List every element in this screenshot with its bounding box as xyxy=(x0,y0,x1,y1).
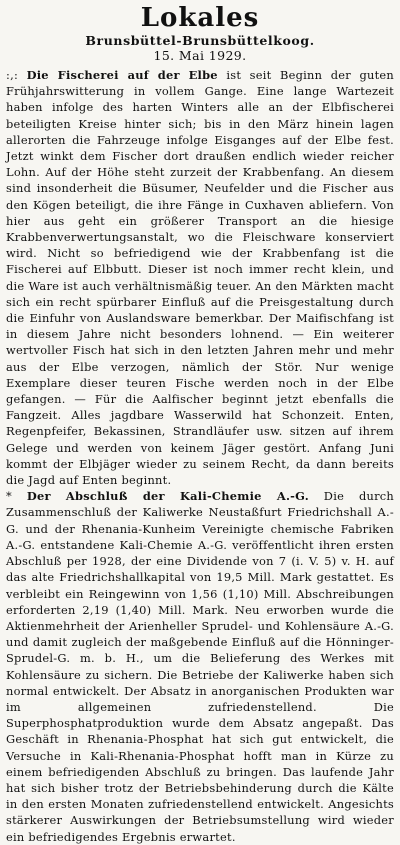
dateline-date: 15. Mai 1929. xyxy=(153,48,247,63)
article-fishery xyxy=(6,67,394,488)
dateline-place: Brunsbüttel-Brunsbüttelkoog. xyxy=(85,33,315,48)
article-rubric: Die Fischerei auf der Elbe xyxy=(26,68,218,82)
lead-mark: :,: xyxy=(6,68,19,82)
article-text: ist seit Beginn der guten Frühjahrswitterung in vollem Gange. Eine lange Wartezeit haben infolge des harten Winters alle an der Elbfischerei beteiligten Kreise hinter sich; bis in den März hinein lagen allerorten die Fahrzeuge infolge Eisganges auf der Elbe fest. Jetzt winkt dem Fischer dort draußen endlich wieder reicher Lohn. Auf der Höhe steht zurzeit der Krabbenfang. An diesem sind insonderheit die Büsumer, Neufelder und die Fischer aus den Kögen beteiligt, die ihre Fänge in Cuxhaven abliefern. Von hier aus geht ein größerer Transport an die hiesige Krabbenverwertungsanstalt, wo die Fleischware konserviert wird. Nicht so befriedigend wie der Krabbenfang ist die Fischerei auf Elbbutt. Dieser ist noch immer recht klein, und die Ware ist auch verhältnismäßig teuer. An den Märkten macht sich ein recht spürbarer Einfluß auf die Preisgestaltung durch die Einfuhr von Auslandsware bemerkbar. Der Maifischfang ist in diesem Jahre nicht besonders lohnend. — Ein weiterer wertvoller Fisch hat sich in den letzten Jahren mehr und mehr aus der Elbe verzogen, nämlich der Stör. Nur wenige Exemplare dieser teuren Fische werden noch in der Elbe gefangen. — Für die Aalfischer beginnt jetzt ebenfalls die Fangzeit. Alles jagdbare Wasserwild hat Schonzeit. Enten, Regenpfeifer, Bekassinen, Strandläufer usw. sitzen auf ihrem Gelege und werden von keinem Jäger gestört. Anfang Juni kommt der Elbjäger wieder zu seinem Recht, da dann bereits die Jagd auf Enten beginnt. xyxy=(6,68,394,488)
article-kali-chemie xyxy=(6,488,394,844)
section-title: Lokales xyxy=(140,3,260,33)
article-body xyxy=(6,67,394,845)
article-rubric: Der Abschluß der Kali-Chemie A.-G. xyxy=(26,489,309,504)
lead-mark: * xyxy=(6,489,12,504)
article-text: Die durch Zusammenschluß der Kaliwerke Neustaßfurt Friedrichshall A.-G. und der Rhenania-Kunheim Vereinigte chemische Fabriken A.-G. entstandene Kali-Chemie A.-G. veröffentlicht ihren ersten Abschluß per 1928, der eine Dividende von 7 (i. V. 5) v. H. auf das alte Friedrichshallkapital von 19,5 Mill. Mark gestattet. Es verbleibt ein Reingewinn von 1,56 (1,10) Mill. Abschreibungen erforderten 2,19 (1,40) Mill. Mark. Neu erworben wurde die Aktienmehrheit der Arienheller Sprudel- und Kohlensäure A.-G. und damit zugleich der maßgebende Einfluß auf die Hönninger-Sprudel-G. m. b. H., um die Belieferung des Werkes mit Kohlensäure zu sichern. Die Betriebe der Kaliwerke haben sich normal entwickelt. Der Absatz in anorganischen Produkten war im allgemeinen zufriedenstellend. Die Superphosphatproduktion wurde dem Absatz angepaßt. Das Geschäft in Rhenania-Phosphat hat sich gut entwickelt, die Versuche in Kali-Rhenania-Phosphat hofft man in Kürze zu einem befriedigenden Abschluß zu bringen. Das laufende Jahr hat sich bisher trotz der Betriebsbehinderung durch die Kälte in den ersten Monaten zufriedenstellend entwickelt. Angesichts stärkerer Auswirkungen der Betriebsumstellung wird wieder ein befriedigendes Ergebnis erwartet. xyxy=(6,489,394,844)
